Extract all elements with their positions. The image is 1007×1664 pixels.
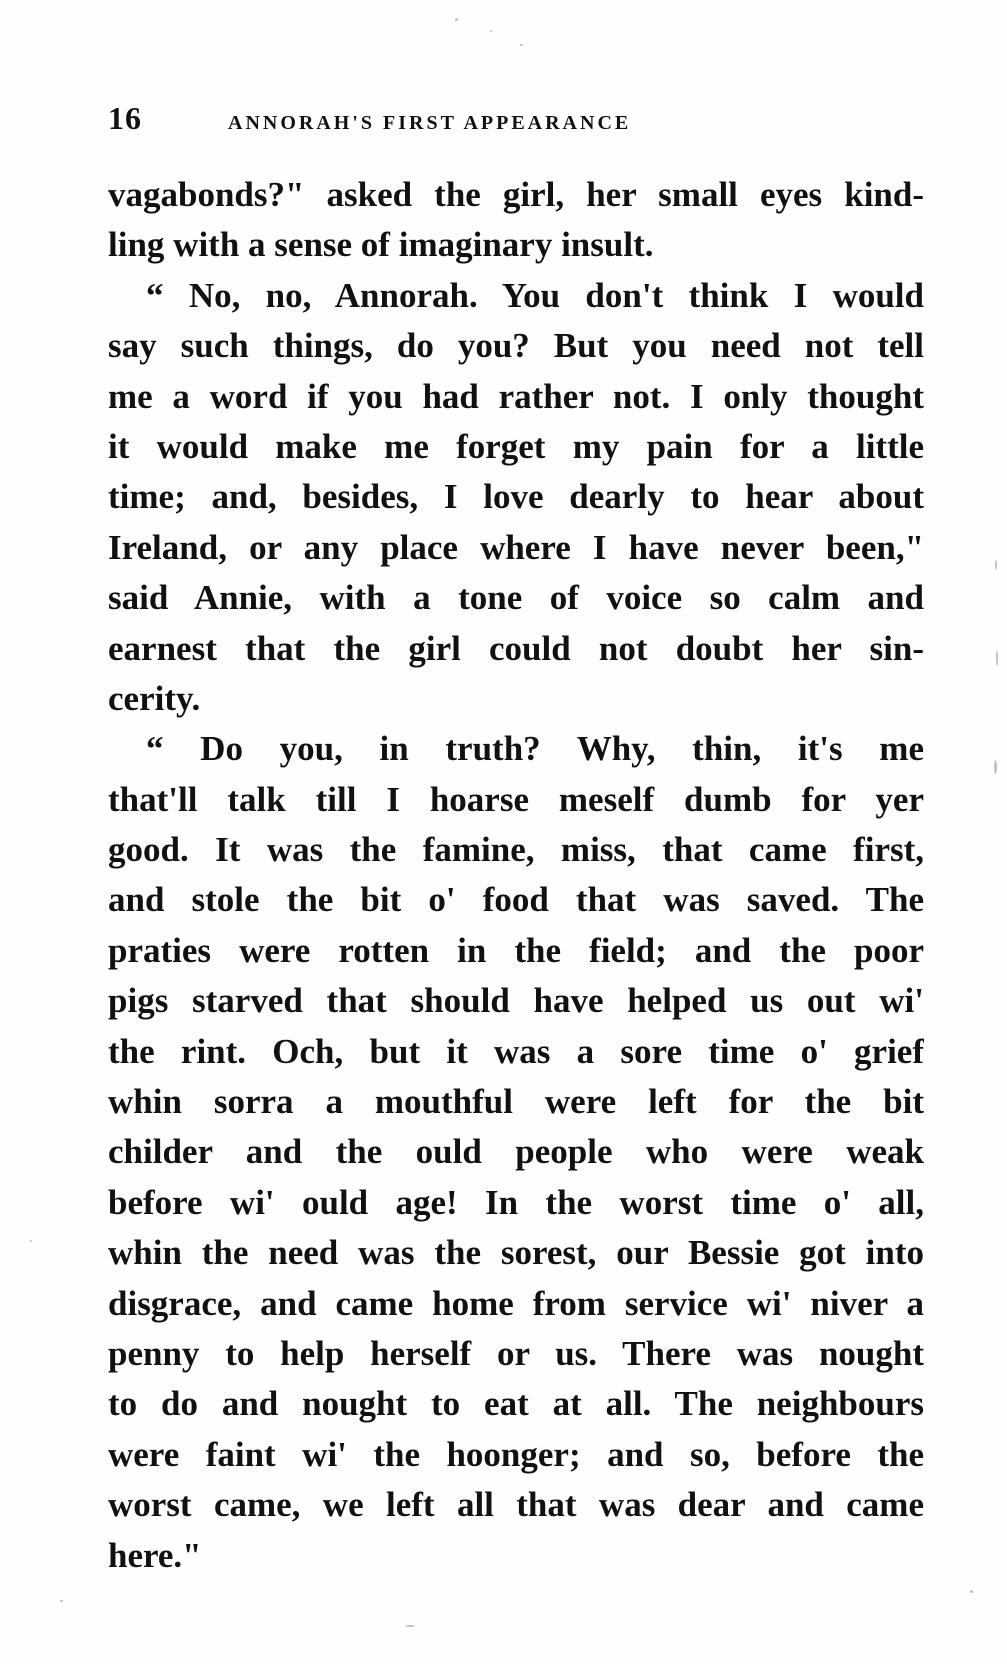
text-line: “ No, no, Annorah. You don't think I would	[146, 275, 924, 315]
page-number: 16	[108, 100, 142, 136]
text-line: cerity.	[108, 678, 201, 718]
scan-speck	[455, 18, 458, 21]
scan-speck	[30, 1240, 32, 1242]
text-line: before wi' ould age! In the worst time o' all,	[108, 1182, 924, 1222]
page-body-text	[108, 170, 924, 1581]
scan-speck	[490, 30, 492, 32]
text-line: me a word if you had rather not. I only thought	[108, 376, 924, 416]
text-line: and stole the bit o' food that was saved. The	[108, 880, 924, 920]
text-line: to do and nought to eat at all. The neighbours	[108, 1384, 924, 1424]
scan-speck	[970, 1590, 973, 1593]
scan-speck	[996, 650, 998, 666]
text-line: it would make me forget my pain for a little	[108, 426, 924, 466]
text-line: earnest that the girl could not doubt her sin-	[108, 628, 924, 668]
scan-speck	[520, 44, 523, 46]
text-line: “ Do you, in truth? Why, thin, it's me	[146, 729, 924, 769]
text-line: disgrace, and came home from service wi' niver a	[108, 1283, 924, 1323]
text-line: say such things, do you? But you need not tell	[108, 326, 924, 366]
text-line: vagabonds?" asked the girl, her small eyes kind-	[108, 175, 924, 214]
scan-speck	[994, 760, 997, 774]
scan-speck	[60, 1600, 63, 1602]
text-line: childer and the ould people who were weak	[108, 1132, 924, 1172]
text-line: Ireland, or any place where I have never been,"	[108, 527, 924, 567]
text-line: pigs starved that should have helped us out wi'	[108, 981, 924, 1021]
text-line: ling with a sense of imaginary insult.	[108, 225, 654, 265]
text-line: the rint. Och, but it was a sore time o' grief	[108, 1031, 924, 1071]
text-line: worst came, we left all that was dear and came	[108, 1485, 924, 1525]
text-line: were faint wi' the hoonger; and so, before the	[108, 1434, 924, 1474]
text-line: good. It was the famine, miss, that came first,	[108, 830, 924, 870]
scan-speck	[405, 1625, 415, 1627]
text-line: whin the need was the sorest, our Bessie got into	[108, 1233, 924, 1273]
text-line: penny to help herself or us. There was nought	[108, 1333, 924, 1373]
text-line: said Annie, with a tone of voice so calm and	[108, 578, 924, 618]
text-line: praties were rotten in the field; and the poor	[108, 930, 924, 970]
text-line: here."	[108, 1535, 202, 1575]
text-line: whin sorra a mouthful were left for the bit	[108, 1082, 924, 1122]
text-line: that'll talk till I hoarse meself dumb for yer	[108, 779, 924, 819]
scan-speck	[995, 560, 997, 570]
text-line: time; and, besides, I love dearly to hear about	[108, 477, 924, 517]
page-header	[108, 100, 928, 140]
running-title: ANNORAH'S FIRST APPEARANCE	[228, 112, 632, 134]
